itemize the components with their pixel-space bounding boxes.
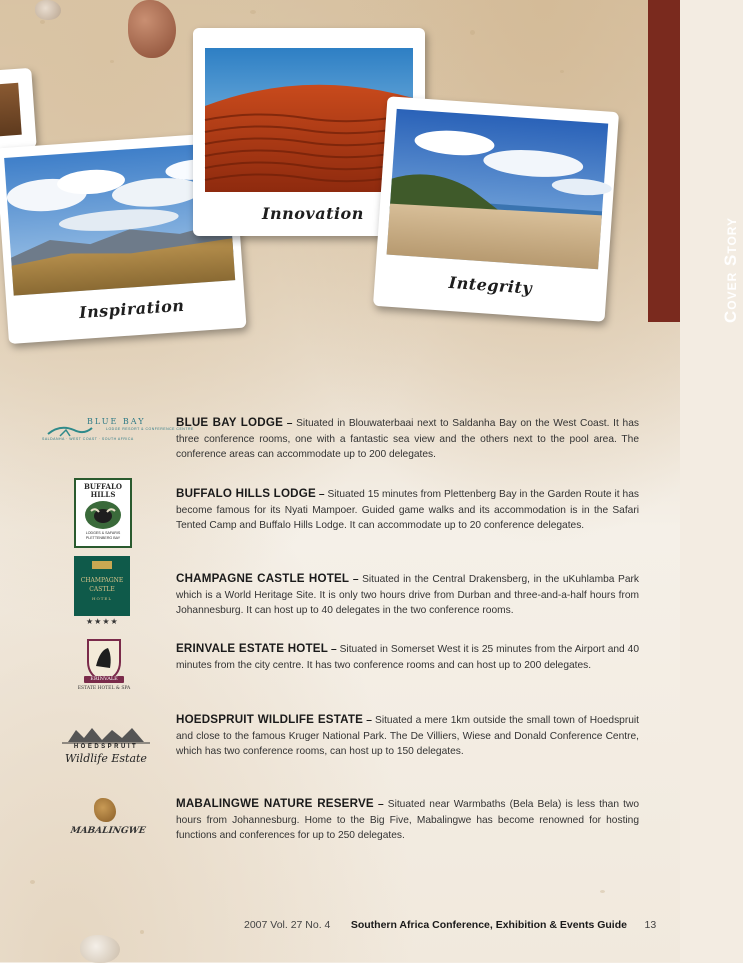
beach-photo [387, 109, 609, 269]
buffalo-hills-logo [74, 478, 132, 548]
photo [0, 83, 22, 138]
listing-dash: – [286, 418, 293, 429]
logo-text: CASTLE [89, 586, 115, 593]
listing-hoedspruit [176, 712, 639, 760]
sand-speck [30, 880, 35, 884]
mabalingwe-logo [70, 798, 146, 848]
buffalo-icon [85, 501, 121, 529]
logo-text: HOTEL [91, 596, 112, 601]
logo-text [76, 531, 130, 541]
listing-dash: – [318, 489, 325, 500]
logo-text: LODGE RESORT & CONFERENCE CENTRE [106, 427, 194, 431]
listing-name: ERINVALE ESTATE HOTEL [176, 642, 328, 655]
listing-buffalo-hills [176, 486, 639, 534]
listing-name: HOEDSPRUIT WILDLIFE ESTATE [176, 713, 364, 726]
sand-speck [110, 60, 114, 63]
logo-text: HOEDSPRUIT [73, 744, 139, 750]
listing-champagne-castle [176, 571, 639, 619]
listing-dash: – [352, 574, 359, 585]
champagne-castle-logo [74, 556, 130, 616]
pebble [35, 0, 61, 20]
logo-text: Wildlife Estate [65, 752, 147, 765]
listing-dash: – [366, 715, 372, 726]
listing-text: Situated in Blouwaterbaai next to Saldanha Bay on the West Coast. It has three conference rooms, one with a fantastic sea view and the others next to the pool area. The conference areas can accommodate up to 200 delegates. [176, 418, 639, 460]
caption-integrity: Integrity [448, 272, 533, 298]
sand-speck [470, 30, 475, 35]
erinvale-logo [76, 636, 132, 696]
listing-blue-bay [176, 415, 639, 463]
caption-innovation: Innovation [262, 204, 364, 223]
page-footer [244, 919, 656, 931]
logo-text: CHAMPAGNE [80, 577, 124, 584]
leopard-icon [94, 798, 116, 822]
page-number: 13 [644, 919, 657, 931]
sand-speck [250, 10, 256, 14]
logo-text: BLUE BAY [87, 417, 146, 426]
star-rating: ★★★★ [86, 617, 119, 626]
logo-text: HILLS [90, 490, 116, 499]
section-tab [648, 0, 740, 324]
logo-text: MABALINGWE [69, 826, 147, 836]
logo-text [74, 576, 130, 603]
logo-text: PLETTENBERG BAY [85, 536, 121, 540]
listing-mabalingwe [176, 796, 639, 844]
logo-text: BUFFALO [83, 482, 122, 491]
logo-text [76, 483, 130, 499]
logo-text: ERINVALE [90, 676, 118, 682]
listing-dash: – [330, 644, 337, 655]
listing-text: Situated near Warmbaths (Bela Bela) is less than two hours from Johannesburg. Home to the Big Five, Mabalingwe has become renowned for hosting functions and conferences for up to 250 delegates. [176, 799, 639, 841]
listing-erinvale [176, 641, 639, 673]
listing-name: BLUE BAY LODGE [176, 416, 283, 429]
logo-text: SALDANHA · WEST COAST · SOUTH AFRICA [42, 437, 134, 441]
listing-text: Situated a mere 1km outside the small town of Hoedspruit and close to the famous Kruger National Park. The De Villiers, Wiese and Donald Conference Centre, which has two conference rooms, can host up to 150 delegates. [176, 715, 639, 757]
listing-text: Situated in the Central Drakensberg, in the uKuhlamba Park which is a World Heritage Site. It is only two hours drive from Durban and three-and-a-half hours from Johannesburg. It can host up to 40 delegates in the two conference rooms. [176, 574, 639, 616]
hoedspruit-logo [62, 722, 150, 774]
crest-icon [92, 561, 112, 569]
listing-text: Situated 15 minutes from Plettenberg Bay in the Garden Route it has become famous for its Nyati Mampoer. Guided game walks and its accommodation is in the Safari Tented Camp and Buffalo Hills Lodge. It can accommodate up to 20 conference delegates. [176, 489, 639, 531]
section-tab-label: Cover Story [721, 216, 740, 324]
issue-info: 2007 Vol. 27 No. 4 [244, 919, 331, 931]
logo-text: LODGES & SAFARIS [85, 531, 121, 535]
publication-title: Southern Africa Conference, Exhibition & Events Guide [350, 919, 627, 931]
pebble [80, 935, 120, 963]
sand-speck [40, 20, 45, 24]
listing-text: Situated in Somerset West it is 25 minutes from the Airport and 40 minutes from the city centre. It has two conference rooms and can host up to 200 delegates. [176, 644, 640, 671]
sand-speck [600, 890, 605, 893]
sand-speck [560, 70, 564, 73]
pebble [128, 0, 176, 58]
listing-name: MABALINGWE NATURE RESERVE [176, 797, 374, 810]
photo-card-integrity [373, 96, 619, 322]
sand-speck [140, 930, 144, 934]
listing-name: BUFFALO HILLS LODGE [176, 487, 316, 500]
blue-bay-logo [40, 416, 194, 446]
logo-text: ESTATE HOTEL & SPA [77, 686, 131, 691]
photo-card-partial [0, 68, 37, 152]
caption-inspiration: Inspiration [78, 295, 185, 323]
listing-name: CHAMPAGNE CASTLE HOTEL [176, 572, 350, 585]
listing-dash: – [377, 799, 384, 810]
